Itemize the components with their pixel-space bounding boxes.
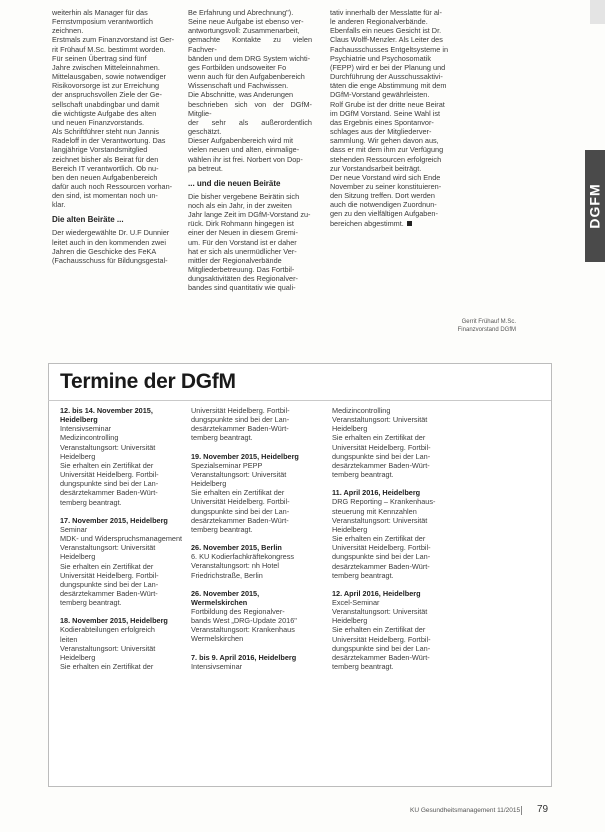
event-date: 7. bis 9. April 2016, Heidelberg	[191, 652, 297, 662]
event-details: Universität Heidelberg. Fortbil- dungspunkte sind bei der Lan- desärztekammer Baden-Würt- temberg beantragt.	[191, 406, 290, 443]
paragraph: Erstmals zum Finanzvorstand ist Ger- rit Frühauf M.Sc. bestimmt worden. Für seinen Übertrag sind fünf Jahre zwischen Mitteleinnahmen. Mittelausgaben, sowie notwendiger Risikovorsorge ist zur Erreichung der anspruchsvollen Ziele der Ge- sellschaft unabdingbar und damit die wichtigste Aufgabe des alten und neuen Finanzvorstands.	[52, 35, 175, 127]
event-item	[332, 589, 456, 671]
paragraph: Die Abschnitte, was Anderungen beschrieben sich von der DGfM-Mitglie- der sehr als außerordentlich geschätzt. Dieser Aufgabenbereich wird mit vielen neuen und alten, einmalige- wählen ihr ist frei. Norbert von Dop- pa betreut.	[188, 90, 312, 173]
section-tab-label: DGFM	[587, 183, 603, 229]
paragraph: Die bisher vergebene Beirätin sich noch als ein Jahr, in der zweiten Jahr lange Zeit im DGfM-Vorstand zu- rück. Dirk Rohmann hingegen ist einer der Neuen in diesem Gremi- um. Für den Vorstand ist er daher hat er sich als unermüdlicher Ver- mittler der Regionalverbände Mitgliederbetreuung. Das Fortbil- dungsaktivitäten des Regionalver- bandes sind quantitativ wie quali-	[188, 191, 311, 293]
paragraph: Ebenfalls ein neues Gesicht ist Dr. Claus Wolff-Menzler. Als Leiter des Fachausschusses Entgeltsysteme in Psychiatrie und Psychosomatik (FEPP) wird er bei der Planung und Durchführung der Ausschussaktivi- täten die enge Abstimmung mit dem DGfM-Vorstand gewährleisten.	[330, 26, 449, 100]
event-item	[60, 406, 184, 507]
paragraph: Rolf Grube ist der dritte neue Beirat im DGfM Vorstand. Seine Wahl ist das Ergebnis eines Spontanvor- schlages aus der Mitgliederver- sammlung. Wir gehen davon aus, dass er mit dem ihm zur Verfügung stehenden Ressourcen erfolgreich zur Vorstandsarbeit beiträgt.	[330, 99, 445, 173]
paragraph: Als Schriftführer steht nun Jannis Radeloff in der Verantwortung. Das langjährige Vorstandsmitglied zeichnet bisher als Beirat für den Bereich IT verantwortlich. Ob nu- ben den neuen Aufgabenbereich dafür auch noch Ressourcen vorhan- den sind, ist momentan noch un- klar.	[52, 127, 173, 210]
event-item	[60, 516, 184, 608]
event-details: Spezialseminar PEPP Veranstaltungsort: Universität Heidelberg Sie erhalten ein Zertifikat der Universität Heidelberg. Fortbil- dungspunkte sind bei der Lan- desärztekammer Baden-Würt- temberg beantragt.	[191, 460, 290, 534]
event-details: DRG Reporting – Krankenhaus- steuerung mit Kennzahlen Veranstaltungsort: Universität Heidelberg Sie erhalten ein Zertifikat der Universität Heidelberg. Fortbil- dungspunkte sind bei der Lan- desärztekammer Baden-Würt- temberg beantragt.	[332, 497, 436, 580]
event-details: Kodierabteilungen erfolgreich leiten Veranstaltungsort: Universität Heidelberg Sie erhalten ein Zertifikat der	[60, 625, 156, 672]
event-date: 19. November 2015, Heidelberg	[191, 451, 299, 461]
event-date: 26. November 2015, Wermelskirchen	[191, 588, 260, 607]
page-edge-marker	[590, 0, 605, 24]
event-item	[332, 488, 456, 580]
event-item	[332, 406, 456, 479]
event-item	[191, 589, 317, 644]
journal-footer: KU Gesundheitsmanagement 11/2015	[410, 807, 521, 814]
event-details: Excel-Seminar Veranstaltungsort: Universität Heidelberg Sie erhalten ein Zertifikat der Universität Heidelberg. Fortbil- dungspunkte sind bei der Lan- desärztekammer Baden-Würt- temberg beantragt.	[332, 597, 431, 672]
events-divider	[48, 400, 551, 401]
events-column-2	[191, 406, 317, 680]
section-heading: ... und die neuen Beiräte	[188, 178, 281, 188]
paragraph: tativ innerhalb der Messlatte für al- le anderen Regionalverbände.	[330, 8, 442, 27]
event-item	[191, 543, 317, 580]
event-item	[191, 452, 317, 534]
event-date: 12. April 2016, Heidelberg	[332, 588, 421, 598]
section-tab	[585, 150, 605, 262]
event-date: 18. November 2015, Heidelberg	[60, 616, 168, 626]
paragraph: weiterhin als Manager für das Fernstvmposium verantwortlich zeichnen.	[52, 8, 153, 36]
events-title: Termine der DGfM	[60, 370, 236, 393]
article-column-1	[52, 8, 181, 265]
section-heading: Die alten Beiräte ...	[52, 215, 124, 225]
article-column-3	[330, 8, 452, 228]
event-details: Seminar MDK- und Widerspruchsmanagement Veranstaltungsort: Universität Heidelberg Sie erhalten ein Zertifikat der Universität Heidelberg. Fortbil- dungspunkte sind bei der Lan- desärztekammer Baden-Würt- temberg beantragt.	[60, 524, 183, 608]
event-item	[191, 653, 317, 671]
event-date: 26. November 2015, Berlin	[191, 543, 282, 553]
page-number: 79	[537, 804, 549, 815]
event-date: 12. bis 14. November 2015, Heidelberg	[60, 406, 153, 425]
event-date: 17. November 2015, Heidelberg	[60, 515, 168, 525]
event-item	[60, 616, 184, 671]
article-column-2	[188, 8, 312, 293]
end-of-article-icon	[407, 221, 412, 226]
event-details: 6. KU Kodierfachkräftekongress Veranstaltungsort: nh Hotel Friedrichstraße, Berlin	[191, 552, 295, 580]
event-details: Fortbildung des Regionalver- bands West „DRG-Update 2016" Veranstaltungsort: Krankenhaus Wermelskirchen	[191, 606, 297, 644]
event-item	[191, 406, 317, 443]
paragraph: Be Erfahrung und Abrechnung"). Seine neue Aufgabe ist ebenso ver- antwortungsvoll: Zusammenarbeit, gemachte Kontakte zu vielen Fachver- bänden und dem DRG System wichti- ges Fortbilden undsoweiter Fo wenn auch für den Aufgabenbereich Wissenschaft und Fachwissen.	[188, 8, 312, 91]
event-details: Intensivseminar Medizincontrolling Veranstaltungsort: Universität Heidelberg Sie erhalten ein Zertifikat der Universität Heidelberg. Fortbil- dungspunkte sind bei der Lan- desärztekammer Baden-Würt- temberg beantragt.	[60, 424, 159, 507]
event-date: 11. April 2016, Heidelberg	[332, 488, 421, 498]
paragraph: Der wiedergewählte Dr. U.F Dunnier leitet auch in den kommenden zwei Jahren die Geschicke des FeKA (Fachausschuss für Bildungsgestal-	[52, 228, 170, 265]
events-column-3	[332, 406, 456, 680]
photo-caption: Gerrit Frühauf M.Sc. Finanzvorstand DGfM	[457, 319, 516, 333]
event-details: Intensivseminar	[191, 661, 243, 671]
events-column-1	[60, 406, 184, 680]
footer-divider	[521, 806, 522, 815]
event-details: Medizincontrolling Veranstaltungsort: Universität Heidelberg Sie erhalten ein Zertifikat der Universität Heidelberg. Fortbil- dungspunkte sind bei der Lan- desärztekammer Baden-Würt- temberg beantragt.	[332, 406, 431, 480]
paragraph: Der neue Vorstand wird sich Ende November zu seiner konstituieren- den Sitzung treffen. Dort werden auch die notwendigen Zuordnun- gen zu den vielfältigen Aufgaben- bereichen abgestimmt.	[330, 172, 442, 228]
